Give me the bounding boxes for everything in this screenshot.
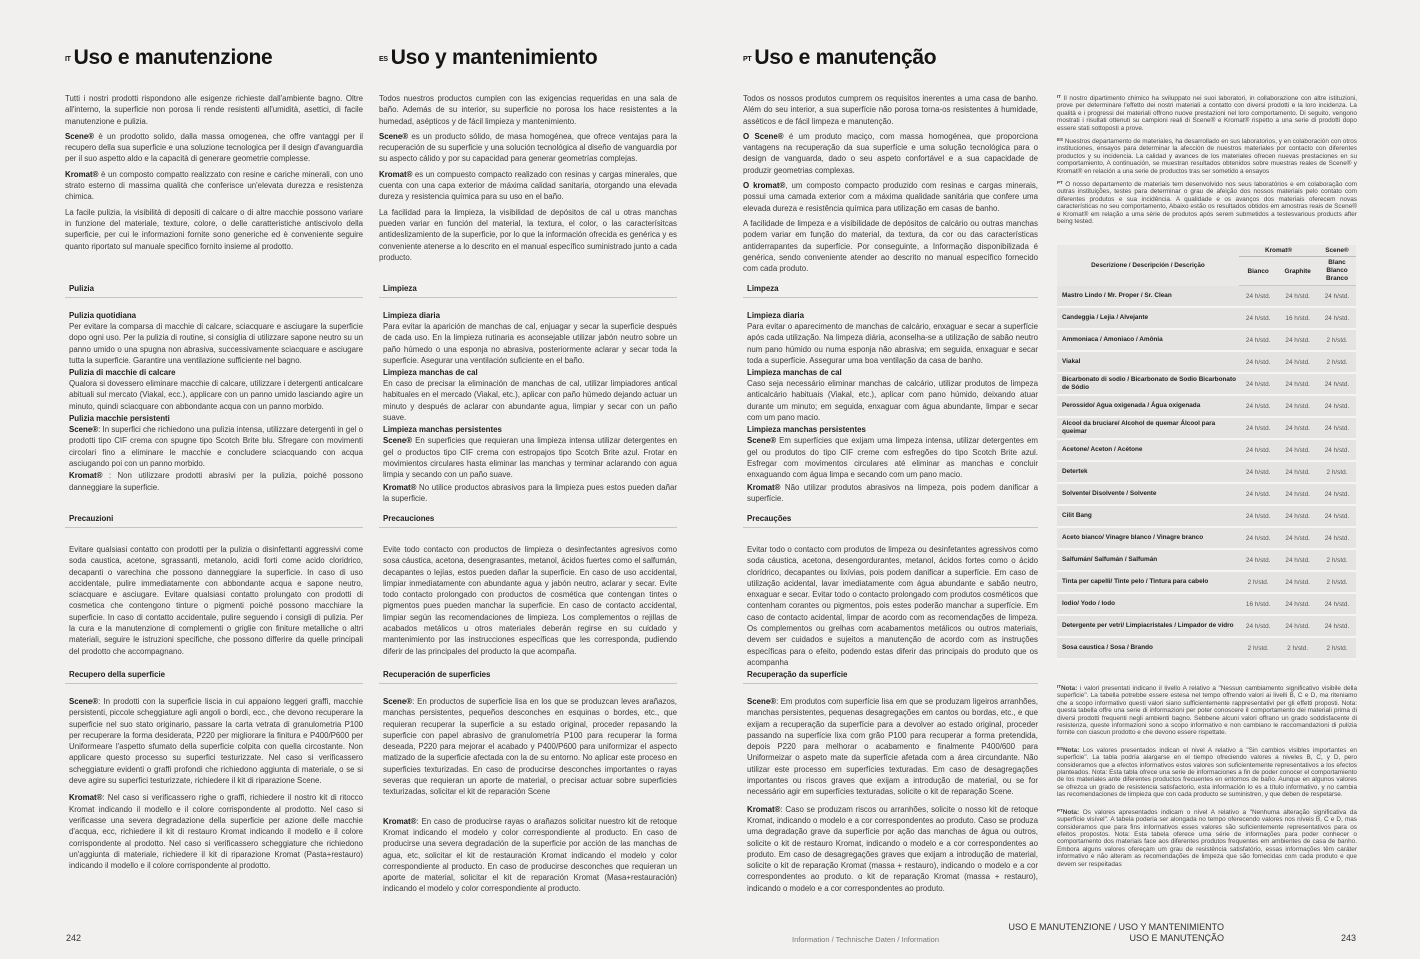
table-row xyxy=(1057,462,1356,484)
section-body xyxy=(379,310,677,504)
subheading: Limpieza manchas persistentes xyxy=(747,425,866,435)
brand-name: Kromat® xyxy=(747,804,781,814)
note-text: O nosso departamento de materiais tem desenvolvido nos seus laboratórios e em colaboração com outras instituições, testes para determinar o grau de afeição dos nossos materiais pelo contato com diferentes produtos e sua incidência. A qualidade e os avanços dos materiais oferecem novas características no seu comportamento, Abaixo estão os resultados obtidos em amostras reais de Scene® e Kromat® em relação a uma série de produtos após serem submetidos a testesvarious products after being tested. xyxy=(1057,181,1357,226)
brand-name: Kromat® xyxy=(65,169,99,179)
row-value: 24 h/std. xyxy=(1239,286,1277,308)
paragraph-text: Per evitare la comparsa di macchie di calcare, sciacquare e asciugare la superficie dopo ogni uso. Per la pulizia di routine, si consiglia di utilizzare sapone neutro su un panno umido o una spugna non abrasiva, successivamente sciacquare e asciugare tutta la superficie. Garantire una ventilazione sufficiente nel bagno. xyxy=(69,322,363,365)
section-heading: Precauzioni xyxy=(65,513,363,528)
title-text: Uso e manutenção xyxy=(754,46,937,69)
language-code: ES xyxy=(1057,137,1064,143)
brand-name: Scene® xyxy=(379,131,409,141)
paragraph-text: Caso seja necessário eliminar manchas de calcário, utilizar produtos de limpeza anticalcário habituais (Viakal, etc.), aplicar com pano húmido, deixando atuar durante um minuto; em seguida, enxaguar com água abundante, limpar e secar com um pano macio. xyxy=(747,379,1038,423)
paragraph-text: A facilidade de limpeza e a visibilidade de depósitos de calcário ou outras manchas podem variar em função do material, da textura, da cor ou das características antiderrapantes da superfície. Por conseguinte, a Informação disponibilizada é genérica, sendo conveniente atender ao descrito no manual específico fornecido com cada produto. xyxy=(743,218,1038,274)
language-code: ES xyxy=(1057,745,1064,751)
brand-name: Kromat® xyxy=(747,482,781,492)
section-body xyxy=(65,544,363,657)
row-value: 24 h/std. xyxy=(1277,286,1318,308)
paragraph xyxy=(747,378,1038,423)
table-notes xyxy=(1057,683,1357,876)
row-value: 16 h/std. xyxy=(1277,308,1318,330)
row-value: 24 h/std. xyxy=(1239,484,1277,506)
section-info: Information / Technische Daten / Information xyxy=(792,935,940,944)
paragraph-text: : En productos de superficie lisa en los que se produzcan leves arañazos, manchas persistentes, pequeños desconches en esquinas o bordes, etc., que requieran recuperar la superficie a su estado original, proceder repasando la superficie con papel abrasivo de granulometría P100 para recuperar la forma deseada, P220 para mejorar el acabado y P400/P600 para uniformizar el aspecto matizado de la superficie afectada con la de su entorno. No aplicar este proceso en superficies texturizadas. En caso de producirse desconches importantes o rayas severas que requieran un aporte de material, o precisar actuar sobre superficies texturizadas, solicitar el kit de reparación Scene xyxy=(383,697,677,797)
paragraph-text: é um produto maciço, com massa homogénea, que proporciona vantagens na recuperação da sua superfície e uma solução tecnológica para o design de vanguarda, dado o seu aspeto confortável e a sua capacidade de produzir geometrias complexas. xyxy=(743,131,1038,175)
table-row xyxy=(1057,286,1356,308)
page-title xyxy=(743,46,936,70)
language-code: PT xyxy=(1057,807,1063,813)
row-description: Tinta per capelli/ Tinte pelo / Tintura para cabelo xyxy=(1057,572,1239,594)
row-value: 24 h/std. xyxy=(1277,462,1318,484)
row-description: Bicarbonato di sodio / Bicarbonato de Sodio Bicarbonato de Sódio xyxy=(1057,374,1239,396)
row-value: 24 h/std. xyxy=(1318,396,1356,418)
desc-header: Descrizione / Descripción / Descrição xyxy=(1057,245,1239,286)
section xyxy=(743,669,1038,898)
running-title-line-2: USO E MANUTENÇÃO xyxy=(1129,933,1224,943)
paragraph xyxy=(383,435,677,480)
paragraph xyxy=(69,321,363,366)
note-text: Los valores presentados indican el nivel A relativo a "Sin cambios visibles importantes en superficie". La tabla podría alargarse en el tiempo ofreciendo valores a niveles B, C, y D, pero consideramos que a efectos informativos estos valores son suficientemente representativos a los efectos planteados. Nota: Esta tabla ofrece una serie de informaciones a fin de poder conocer el comportamiento de los materiales ante diferentes productos frecuentes en entornos de baño. Aunque en algunos valores se ofrezca un grado de resistencia satisfactorio, esta información lo es a título informativo, y no cambia las recomendaciones de limpieza que con cada producto se suministren, y que deben de respetarse. xyxy=(1057,746,1357,799)
language-code: IT xyxy=(1057,94,1061,99)
row-description: Iodio/ Yodo / Iodo xyxy=(1057,594,1239,616)
table-row xyxy=(1057,374,1356,396)
note-text: i valori presentati indicano il livello A relativo a "Nessun cambiamento significativo visibile della superficie". La tabella potrebbe essere estesa nel tempo offrendo valori ai livelli B, C e D, ma riteniamo che a scopo informativo questi valori siano sufficientemente rappresentativi per gli effetti proposti. Nota: questa tabella offre una serie di informazioni per poter conoscere il comportamento dei materiali prima di diversi prodotti frequenti negli ambienti bagno. Sebbene alcuni valori offrano un grado soddisfacente di resistenza, queste informazioni sono a scopo informativo e non cambiano le raccomandazioni di pulizia fornite con ciascun prodotto e che devono essere rispettate. xyxy=(1057,685,1357,737)
row-value: 16 h/std. xyxy=(1239,594,1277,616)
paragraph-text: : En caso de producirse rayas o arañazos solicitar nuestro kit de retoque Kromat indicando el modelo y color correspondiente al producto. En caso de producirse una severa degradación de la superficie por acción de las manchas de agua, etc, solicitar el kit de restauración Kromat indicando el modelo y color correspondiente al producto. En caso de producirse desconches que requieran un aporte de material, solicitar el kit de reparación Kromat (Masa+restauración) indicando el modelo y color correspondiente al producto. xyxy=(383,816,677,894)
section-body xyxy=(743,310,1038,504)
row-description: Detertek xyxy=(1057,462,1239,484)
section xyxy=(65,283,363,494)
paragraph xyxy=(69,424,363,469)
note-paragraph xyxy=(1057,93,1357,132)
row-description: Cilit Bang xyxy=(1057,506,1239,528)
paragraph-text: è un composto compatto realizzato con resine e cariche minerali, con uno strato esterno di massima qualità che conferisce un'elevata durezza e resistenza chimica. xyxy=(65,169,363,202)
paragraph xyxy=(383,378,677,423)
row-value: 24 h/std. xyxy=(1277,528,1318,550)
paragraph xyxy=(383,544,677,657)
row-value: 24 h/std. xyxy=(1239,528,1277,550)
section-body xyxy=(743,696,1038,894)
table-row xyxy=(1057,352,1356,374)
paragraph-text: No utilice productos abrasivos para la limpieza pues estos pueden dañar la superficie. xyxy=(383,482,677,503)
brand-name: Scene® xyxy=(747,436,777,446)
title-text: Uso e manutenzione xyxy=(73,46,273,69)
row-value: 24 h/std. xyxy=(1277,418,1318,440)
row-value: 24 h/std. xyxy=(1277,330,1318,352)
section xyxy=(379,669,677,899)
paragraph xyxy=(69,544,363,657)
paragraph xyxy=(747,435,1038,480)
brand-name: Scene® xyxy=(65,131,95,141)
note-label: Nota: xyxy=(1061,685,1078,692)
paragraph-text: Para evitar la aparición de manchas de cal, enjuagar y secar la superficie después de cada uso. En la limpieza rutinaria es aconsejable utilizar jabón neutro sobre un paño húmedo o una esponja no abrasiva, posteriormente aclarar y secar toda la superficie. Asegurar una ventilación suficiente en el baño. xyxy=(383,322,677,365)
row-description: Candeggia / Lejia / Alvejante xyxy=(1057,308,1239,330)
row-value: 2 h/std. xyxy=(1318,462,1356,484)
row-value: 24 h/std. xyxy=(1318,528,1356,550)
section-heading: Recuperação da superfície xyxy=(743,669,1038,684)
row-value: 2 h/std. xyxy=(1318,572,1356,594)
brand-name: Kromat® xyxy=(69,471,103,481)
paragraph xyxy=(747,482,1038,505)
title-text: Uso y mantenimiento xyxy=(390,46,598,69)
lab-notes xyxy=(1057,93,1357,230)
row-value: 24 h/std. xyxy=(1239,308,1277,330)
paragraph-text: es un producto sólido, de masa homogénea, que ofrece ventajas para la recuperación de su superficie y una solución tecnológica al diseño de vanguardia por su aspecto cálido y por su capacidad para generar geometrías complejas. xyxy=(379,131,677,164)
paragraph xyxy=(383,696,677,798)
paragraph xyxy=(65,93,363,127)
subheading: Limpieza manchas de cal xyxy=(747,368,842,378)
section-heading: Limpieza xyxy=(379,283,677,298)
section-body xyxy=(379,696,677,895)
brand-name: Scene® xyxy=(747,697,777,706)
section xyxy=(65,513,363,661)
paragraph xyxy=(65,207,363,252)
table-row xyxy=(1057,616,1356,638)
section-heading: Pulizia xyxy=(65,283,363,298)
section-heading: Precauções xyxy=(743,513,1038,528)
paragraph xyxy=(379,169,677,203)
group-kromat: Kromat® xyxy=(1239,245,1318,257)
page-title xyxy=(65,46,272,70)
note-text: Il nostro dipartimento chimico ha sviluppato nei suoi laboratori, in collaborazione con altre istituzioni, prove per determinare l'effetto dei nostri materiali a contatto con diversi prodotti e la loro incidenza. La qualità e i progressi dei materiali offrono nuove prestazioni nel loro comportamento. Di seguito, vengono mostrati i risultati ottenuti su campioni reali di Scene® e Kromat® rispetto a una serie di prodotti dopo essere stati sottoposti a prove. xyxy=(1057,95,1357,132)
row-value: 24 h/std. xyxy=(1239,462,1277,484)
note-text: Os valores apresentados indicam o nível A relativo a "Nenhuma alteração significativa da superfície visível". A tabela poderia ser alongada no tempo oferecendo valores nos níveis B, C e D, mas consideramos que para fins informativos esses valores são suficientemente representativos para os efeitos propostos. Nota: Esta tabela oferece uma série de informações para poder conhecer o comportamento dos materiais face aos diferentes produtos frequentes em ambientes de casa de banho. Embora alguns valores ofereçam um grau de resistência satisfatório, essas informações têm caráter informativo e não alteram as recomendações de limpeza que são fornecidas com cada produto e que devem ser respeitadas xyxy=(1057,808,1357,868)
paragraph xyxy=(747,696,1038,798)
paragraph xyxy=(69,696,363,786)
paragraph xyxy=(383,482,677,505)
section-body xyxy=(65,310,363,493)
paragraph xyxy=(743,180,1038,214)
paragraph xyxy=(743,93,1038,127)
col-bianco: Bianco xyxy=(1239,257,1277,286)
paragraph xyxy=(379,207,677,263)
table-row xyxy=(1057,396,1356,418)
subheading: Limpieza manchas de cal xyxy=(383,368,478,378)
row-description: Mastro Lindo / Mr. Proper / Sr. Clean xyxy=(1057,286,1239,308)
row-value: 24 h/std. xyxy=(1318,484,1356,506)
brand-name: Scene® xyxy=(383,697,413,706)
brand-name: Kromat® xyxy=(383,816,417,826)
section xyxy=(743,283,1038,505)
row-value: 2 h/std. xyxy=(1318,550,1356,572)
row-value: 2 h/std. xyxy=(1239,638,1277,660)
paragraph xyxy=(743,218,1038,274)
note-paragraph xyxy=(1057,745,1357,799)
row-value: 24 h/std. xyxy=(1239,506,1277,528)
running-title-line-1: USO E MANUTENZIONE / USO Y MANTENIMIENTO xyxy=(1008,922,1224,932)
group-scene: Scene® xyxy=(1318,245,1356,257)
row-value: 24 h/std. xyxy=(1277,484,1318,506)
section xyxy=(743,513,1038,672)
paragraph-text: Para evitar o aparecimento de manchas de calcário, enxaguar e secar a superfície após cada utilização. Na limpeza diária, aconselha-se a utilização de sabão neutro num pano húmido ou numa esponja não abrasiva; em seguida, enxaguar e secar toda a superfície. Assegurar uma boa ventilação da casa de banho. xyxy=(747,322,1038,365)
paragraph xyxy=(747,804,1038,894)
paragraph xyxy=(747,544,1038,668)
row-description: Sosa caustica / Sosa / Brando xyxy=(1057,638,1239,660)
page-title xyxy=(379,46,597,70)
subheading: Limpieza manchas persistentes xyxy=(383,425,502,435)
note-paragraph xyxy=(1057,136,1357,175)
paragraph xyxy=(383,321,677,366)
paragraph-text: Não utilizar produtos abrasivos na limpeza, pois podem danificar a superfície. xyxy=(747,482,1038,503)
note-paragraph xyxy=(1057,179,1357,225)
brand-name: O kromat® xyxy=(743,181,786,191)
row-description: Aceto bianco/ Vinagre blanco / Vinagre branco xyxy=(1057,528,1239,550)
paragraph xyxy=(747,321,1038,366)
section-body xyxy=(743,544,1038,668)
row-value: 24 h/std. xyxy=(1277,440,1318,462)
note-paragraph xyxy=(1057,807,1357,868)
paragraph-text: , um composto compacto produzido com resinas e cargas minerais, possui uma camada exterior com a máxima qualidade sanitária que confere uma elevada dureza e resistência química para utilização em casas de banho. xyxy=(743,181,1038,213)
brand-name: Kromat® xyxy=(383,482,417,492)
language-code: ES xyxy=(379,56,388,63)
note-label: Nota: xyxy=(1063,746,1080,754)
section xyxy=(65,669,363,875)
paragraph xyxy=(69,792,363,871)
paragraph-text: Em superfícies que exijam uma limpeza intensa, utilizar detergentes em gel ou produtos do tipo CIF creme com esfregões do tipo Scotch Brite azul. Esfregar com movimentos circulares até eliminar as manchas e concluir enxaguando com água limpa e secando com um pano macio. xyxy=(747,436,1038,480)
row-value: 24 h/std. xyxy=(1277,352,1318,374)
row-value: 2 h/std. xyxy=(1318,352,1356,374)
paragraph-text: : Non utilizzare prodotti abrasivi per la pulizia, poiché possono danneggiare la superficie. xyxy=(69,471,363,492)
paragraph-text: En caso de precisar la eliminación de manchas de cal, utilizar limpiadores antical habituales en el mercado (Viakal, etc.), aplicar con paño húmedo dejando actuar un minuto y después de aclarar con abundante agua, limpiar y secar con un paño suave. xyxy=(383,379,677,423)
paragraph xyxy=(65,169,363,203)
row-description: Salfumán/ Salfumán / Salfumán xyxy=(1057,550,1239,572)
row-description: Detergente per vetri/ Limpiacristales / Limpador de vidro xyxy=(1057,616,1239,638)
subheading: Pulizia macchie persistenti xyxy=(69,414,170,424)
row-description: Ammoniaca / Amoniaco / Amônia xyxy=(1057,330,1239,352)
section-heading: Precauciones xyxy=(379,513,677,528)
paragraph-text: è un prodotto solido, dalla massa omogenea, che offre vantaggi per il recupero della sua superficie e una soluzione tecnologica per il design d'avanguardia per il suo aspetto aldo e la capacità di generare geometrie complesse. xyxy=(65,131,363,164)
section xyxy=(379,513,677,661)
language-code: PT xyxy=(743,56,752,63)
note-text: Nuestros departamento de materiales, ha desarrollado en sus laboratorios, y en colaboración con otros instituciones, ensayos para determinar la afección de nuestros materiales por contacto con diferentes productos y su incidencia. La calidad y avances de los materiales ofrecen nuevas prestaciones en su comportamiento, A continuación, se muestran resultados obtenidos sobre muestras reales de Scene® y Kromat® en relación a una serie de productos tras ser sometido a ensayos xyxy=(1057,138,1357,175)
paragraph xyxy=(69,378,363,412)
subheading: Pulizia quotidiana xyxy=(69,311,137,320)
row-value: 24 h/std. xyxy=(1318,616,1356,638)
table-row xyxy=(1057,330,1356,352)
row-value: 24 h/std. xyxy=(1239,550,1277,572)
table-row xyxy=(1057,550,1356,572)
row-value: 24 h/std. xyxy=(1239,440,1277,462)
language-code: IT xyxy=(65,56,71,63)
row-value: 24 h/std. xyxy=(1318,418,1356,440)
language-code: IT xyxy=(1057,684,1061,689)
paragraph-text: Todos nuestros productos cumplen con las exigencias requeridas en una sala de baño. Además de su interior, su superficie no porosa los hace resistentes a la humedad, asépticos y de fácil limpieza y mantenimiento. xyxy=(379,94,677,126)
paragraph-text: : Caso se produzam riscos ou arranhões, solicite o nosso kit de retoque Kromat, indicando o modelo e a cor correspondentes ao produto. Caso se produza uma degradação grave da superfície por ação das manchas de água ou outros, solicite o kit de restauro Kromat, indicando o modelo e a cor correspondentes ao produto. Em caso de desagregações graves que exijam a introdução de material, solicite o kit de reparação Kromat (massa + restauro), indicando o modelo e a cor correspondentes ao produto. o kit de reparação Kromat (massa + restauro), indicando o modelo e a cor correspondentes ao produto. xyxy=(747,804,1038,893)
paragraph-text: : Em produtos com superfície lisa em que se produzam ligeiros arranhões, manchas persistentes, pequenas desagregações em cantos ou bordas, etc., e que exijam a recuperação da superfície para a devolver ao estado original, proceder passando na superfície lixa com grão P100 para recuperar a forma pretendida, depois P220 para melhorar o acabamento e finalmente P400/600 para Uniformeizar o aspeto mate da superfície afetada com a área circundante. Não utilizar este processo em superfícies texturadas. Em caso de desagregações importantes ou riscos graves que exijam a introdução de material, ou se for necessário agir em superfícies texturadas, solicite o kit de reparação Scene. xyxy=(747,697,1038,797)
paragraph-text: es un compuesto compacto realizado con resinas y cargas minerales, que cuenta con una capa exterior de máxima calidad sanitaria, otorgando una elevada dureza y resistencia química para su uso en el baño. xyxy=(379,169,677,202)
paragraph xyxy=(743,131,1038,176)
note-label: Nota: xyxy=(1062,808,1080,816)
row-description: Acetone/ Aceton / Acétone xyxy=(1057,440,1239,462)
paragraph xyxy=(65,131,363,165)
paragraph-text: : Nel caso si verificassero righe o graffi, richiedere il nostro kit di ritocco Kromat indicando il modello e il colore corrispondente al prodotto. Nel caso si verificasse una severa degradazione della superficie per azione delle macchie d'acqua, ecc, richiedere il kit di restauro Kromat indicando il modello e il colore corrispondente al prodotto. Nel caso si verificassero scheggiature che richiedono un'aggiunta di materiale, richiedere il kit di riparazione Kromat (Pasta+restauro) indicando il modello e il colore corrispondente al prodotto. xyxy=(69,793,363,871)
intro xyxy=(65,93,363,256)
intro xyxy=(743,93,1038,278)
page-number-right: 243 xyxy=(1341,933,1357,943)
section-heading: Limpeza xyxy=(743,283,1038,298)
section-body xyxy=(379,544,677,657)
row-value: 24 h/std. xyxy=(1239,396,1277,418)
row-value: 24 h/std. xyxy=(1277,374,1318,396)
row-value: 24 h/std. xyxy=(1318,440,1356,462)
paragraph-text: Evitare qualsiasi contatto con prodotti per la pulizia o disinfettanti aggressivi come soda caustica, acetone, sgrassanti, metanolo, acidi forti come acido cloridrico, decapanti o varechina che possono danneggiare la superficie. In caso di uso accidentale, pulire immediatamente con abbondante acqua e sapone neutro, sciacquare e asciugare. Evitare qualsiasi contatto prolungato con prodotti di cosmetica che contengono tinture o pigmenti poiché possono macchiare la superficie. In caso di contatto accidentale, pulire seguendo i consigli di pulizia. Per la cura e la manutenzione di complementi o griglie con finiture metalliche o altri materiali, seguire le istruzioni specifiche, che possono differire da quelle principali del prodotto che accompagnano. xyxy=(69,545,363,656)
row-value: 24 h/std. xyxy=(1318,308,1356,330)
row-value: 2 h/std. xyxy=(1277,638,1318,660)
row-value: 2 h/std. xyxy=(1239,572,1277,594)
paragraph xyxy=(379,93,677,127)
paragraph-text: Tutti i nostri prodotti rispondono alle esigenze richieste dall'ambiente bagno. Oltre all'interno, la superficie non porosa li rende resistenti all'umidità, asettici, di facile manutenzione e pulizia. xyxy=(65,94,363,126)
row-value: 2 h/std. xyxy=(1318,638,1356,660)
paragraph-text: En superficies que requieran una limpieza intensa utilizar detergentes en gel o productos tipo CIF crema con estropajos tipo Scotch Brite azul. Frotar en movimientos circulares hasta eliminar las manchas y terminar aclarando con agua limpia y secando con un paño suave. xyxy=(383,436,677,480)
row-value: 2 h/std. xyxy=(1318,330,1356,352)
row-value: 24 h/std. xyxy=(1239,374,1277,396)
section-heading: Recuperación de superficies xyxy=(379,669,677,684)
paragraph xyxy=(69,470,363,493)
section-heading: Recupero della superficie xyxy=(65,669,363,684)
intro xyxy=(379,93,677,267)
paragraph-text: La facilidad para la limpieza, la visibilidad de depósitos de cal u otras manchas pueden variar en función del material, la textura, el color, o las caracterísitcas antideslizamiento de la superficie, por lo que la información ofrecida es genérica y es conveniente atenerse a lo descrito en el manual específico suministrado junto a cada producto. xyxy=(379,207,677,262)
note-paragraph xyxy=(1057,683,1357,737)
brand-name: O Scene® xyxy=(743,131,784,141)
section xyxy=(379,283,677,505)
row-value: 24 h/std. xyxy=(1277,572,1318,594)
page-number-left: 242 xyxy=(66,933,82,943)
table-row xyxy=(1057,506,1356,528)
brand-name: Scene® xyxy=(69,697,99,706)
paragraph-text: : In superfici che richiedono una pulizia intensa, utilizzare detergenti in gel o prodotti tipo CIF crema con spugne tipo Scotch Brite blu. Sfregare con movimenti circolari fino a eliminare le macchie e concludere sciacquando con acqua asciugando poi con un panno morbido. xyxy=(69,425,363,468)
row-value: 24 h/std. xyxy=(1277,396,1318,418)
col-scene-white: Blanc Blanco Branco xyxy=(1318,257,1356,286)
running-title xyxy=(1008,922,1224,944)
brand-name: Scene® xyxy=(383,436,413,446)
paragraph-text: Qualora si dovessero eliminare macchie di calcare, utilizzare i detergenti anticalcare abituali sul mercato (Viakal, ecc.), applicare con un panno umido lasciando agire un minuto, quindi sciacquare con abbondante acqua con un panno morbido. xyxy=(69,379,363,411)
brand-name: Kromat® xyxy=(379,169,413,179)
table-row xyxy=(1057,594,1356,616)
paragraph-text: La facile pulizia, la visibilità di depositi di calcare o di altre macchie possono variare in funzione del materiale, texture, colore, o delle caratteristiche antiscivolo della superficie, per cui le informazioni fornite sono generiche ed è conveniente seguire quanto riportato sul manuale specifico fornito insieme al prodotto. xyxy=(65,207,363,251)
table-row xyxy=(1057,308,1356,330)
row-value: 24 h/std. xyxy=(1318,506,1356,528)
brand-name: Scene® xyxy=(69,425,99,435)
table-row xyxy=(1057,638,1356,660)
row-value: 24 h/std. xyxy=(1239,418,1277,440)
subheading: Limpieza diaria xyxy=(747,311,805,320)
row-value: 24 h/std. xyxy=(1239,616,1277,638)
table-row xyxy=(1057,440,1356,462)
row-value: 24 h/std. xyxy=(1318,374,1356,396)
row-value: 24 h/std. xyxy=(1277,550,1318,572)
row-value: 24 h/std. xyxy=(1277,506,1318,528)
col-graphite: Graphite xyxy=(1277,257,1318,286)
paragraph xyxy=(379,131,677,165)
paragraph-text: Evite todo contacto con productos de limpieza o desinfectantes agresivos como sosa cáustica, acetona, desengrasantes, metanol, ácidos fuertes como el salfumán, decapantes o lejías, estos pueden dañar la superficie. En caso de uso accidental, limpiar inmediatamente con abundante agua y jabón neutro, aclarar y secar. Evite todo contacto prolongado con productos de cosmética que contengan tintes o pigmentos pues pueden manchar la superficie. En caso de contacto accidental, limpiar según las recomendaciones de limpieza. Los complementos o rejillas de acabados metálicos u otros materiales deberán regirse en su cuidado y mantenimiento por las instrucciones específicas que les corresponda, pudiendo diferir de las principales del producto la que acompaña. xyxy=(383,545,677,656)
row-value: 24 h/std. xyxy=(1318,594,1356,616)
subheading: Pulizia di macchie di calcare xyxy=(69,368,176,378)
table-row xyxy=(1057,528,1356,550)
table-row xyxy=(1057,418,1356,440)
row-value: 24 h/std. xyxy=(1239,352,1277,374)
paragraph xyxy=(383,816,677,895)
paragraph-text: Evitar todo o contacto com produtos de limpeza ou desinfetantes agressivos como soda cáustica, acetona, desengordurantes, metanol, ácidos fortes como o ácido clorídrico, decapantes ou lixívias, pois podem danificar a superfície. Em caso de utilização acidental, lavar imediatamente com água abundante e sabão neutro, enxaguar e secar. Evitar todo o contacto prolongado com produtos cosméticos que contenham corantes ou pigmentos, pois estes poderão manchar a superfície. Em caso de contacto acidental, limpar de acordo com as recomendações de limpeza. Os complementos ou grelhas com acabamentos metálicos ou outros materiais, devem ser cuidados e sujeitos a manutenção de acordo com as instruções específicas para o efeito, podendo estas diferir das principais do produto que os acompanha xyxy=(747,545,1038,667)
row-value: 24 h/std. xyxy=(1277,616,1318,638)
section-body xyxy=(65,696,363,871)
brand-name: Kromat® xyxy=(69,793,103,803)
row-description: Viakal xyxy=(1057,352,1239,374)
table-row xyxy=(1057,484,1356,506)
row-description: Alcool da bruciare/ Alcohol de quemar Álcool para queimar xyxy=(1057,418,1239,440)
row-value: 24 h/std. xyxy=(1239,330,1277,352)
row-value: 24 h/std. xyxy=(1277,594,1318,616)
language-code: PT xyxy=(1057,180,1063,186)
row-description: Perossido/ Agua oxigenada / Água oxigenada xyxy=(1057,396,1239,418)
paragraph-text: Todos os nossos produtos cumprem os requisitos inerentes a uma casa de banho. Além do seu interior, a sua superfície não porosa torna-os resistentes à humidade, asséticos e de fácil limpeza e manutenção. xyxy=(743,94,1038,126)
subheading: Limpieza diaria xyxy=(383,311,441,320)
paragraph-text: : In prodotti con la superficie liscia in cui appaiono leggeri graffi, macchie persistenti, piccole scheggiature agli angoli o bordi, ecc., che devono recuperare la superficie nel suo stato originario, passare la carta vetrata di granulometria P100 per recuperare la forma desiderata, P220 per migliorare la finitura e P400/P600 per Uniformeare l'aspetto sfumato della superficie colpita con quella circostante. Non applicare questo processo su superfici testurizzate. Nel caso si verificassero scheggiature evidenti o graffi profondi che richiedono aggiunta di materiale, o se si deve agire su superfici testurizzate, richiedere il kit di riparazione Scene. xyxy=(69,697,363,786)
table-row xyxy=(1057,572,1356,594)
row-value: 24 h/std. xyxy=(1318,286,1356,308)
resistance-table xyxy=(1057,245,1356,660)
row-description: Solvente/ Disolvente / Solvente xyxy=(1057,484,1239,506)
